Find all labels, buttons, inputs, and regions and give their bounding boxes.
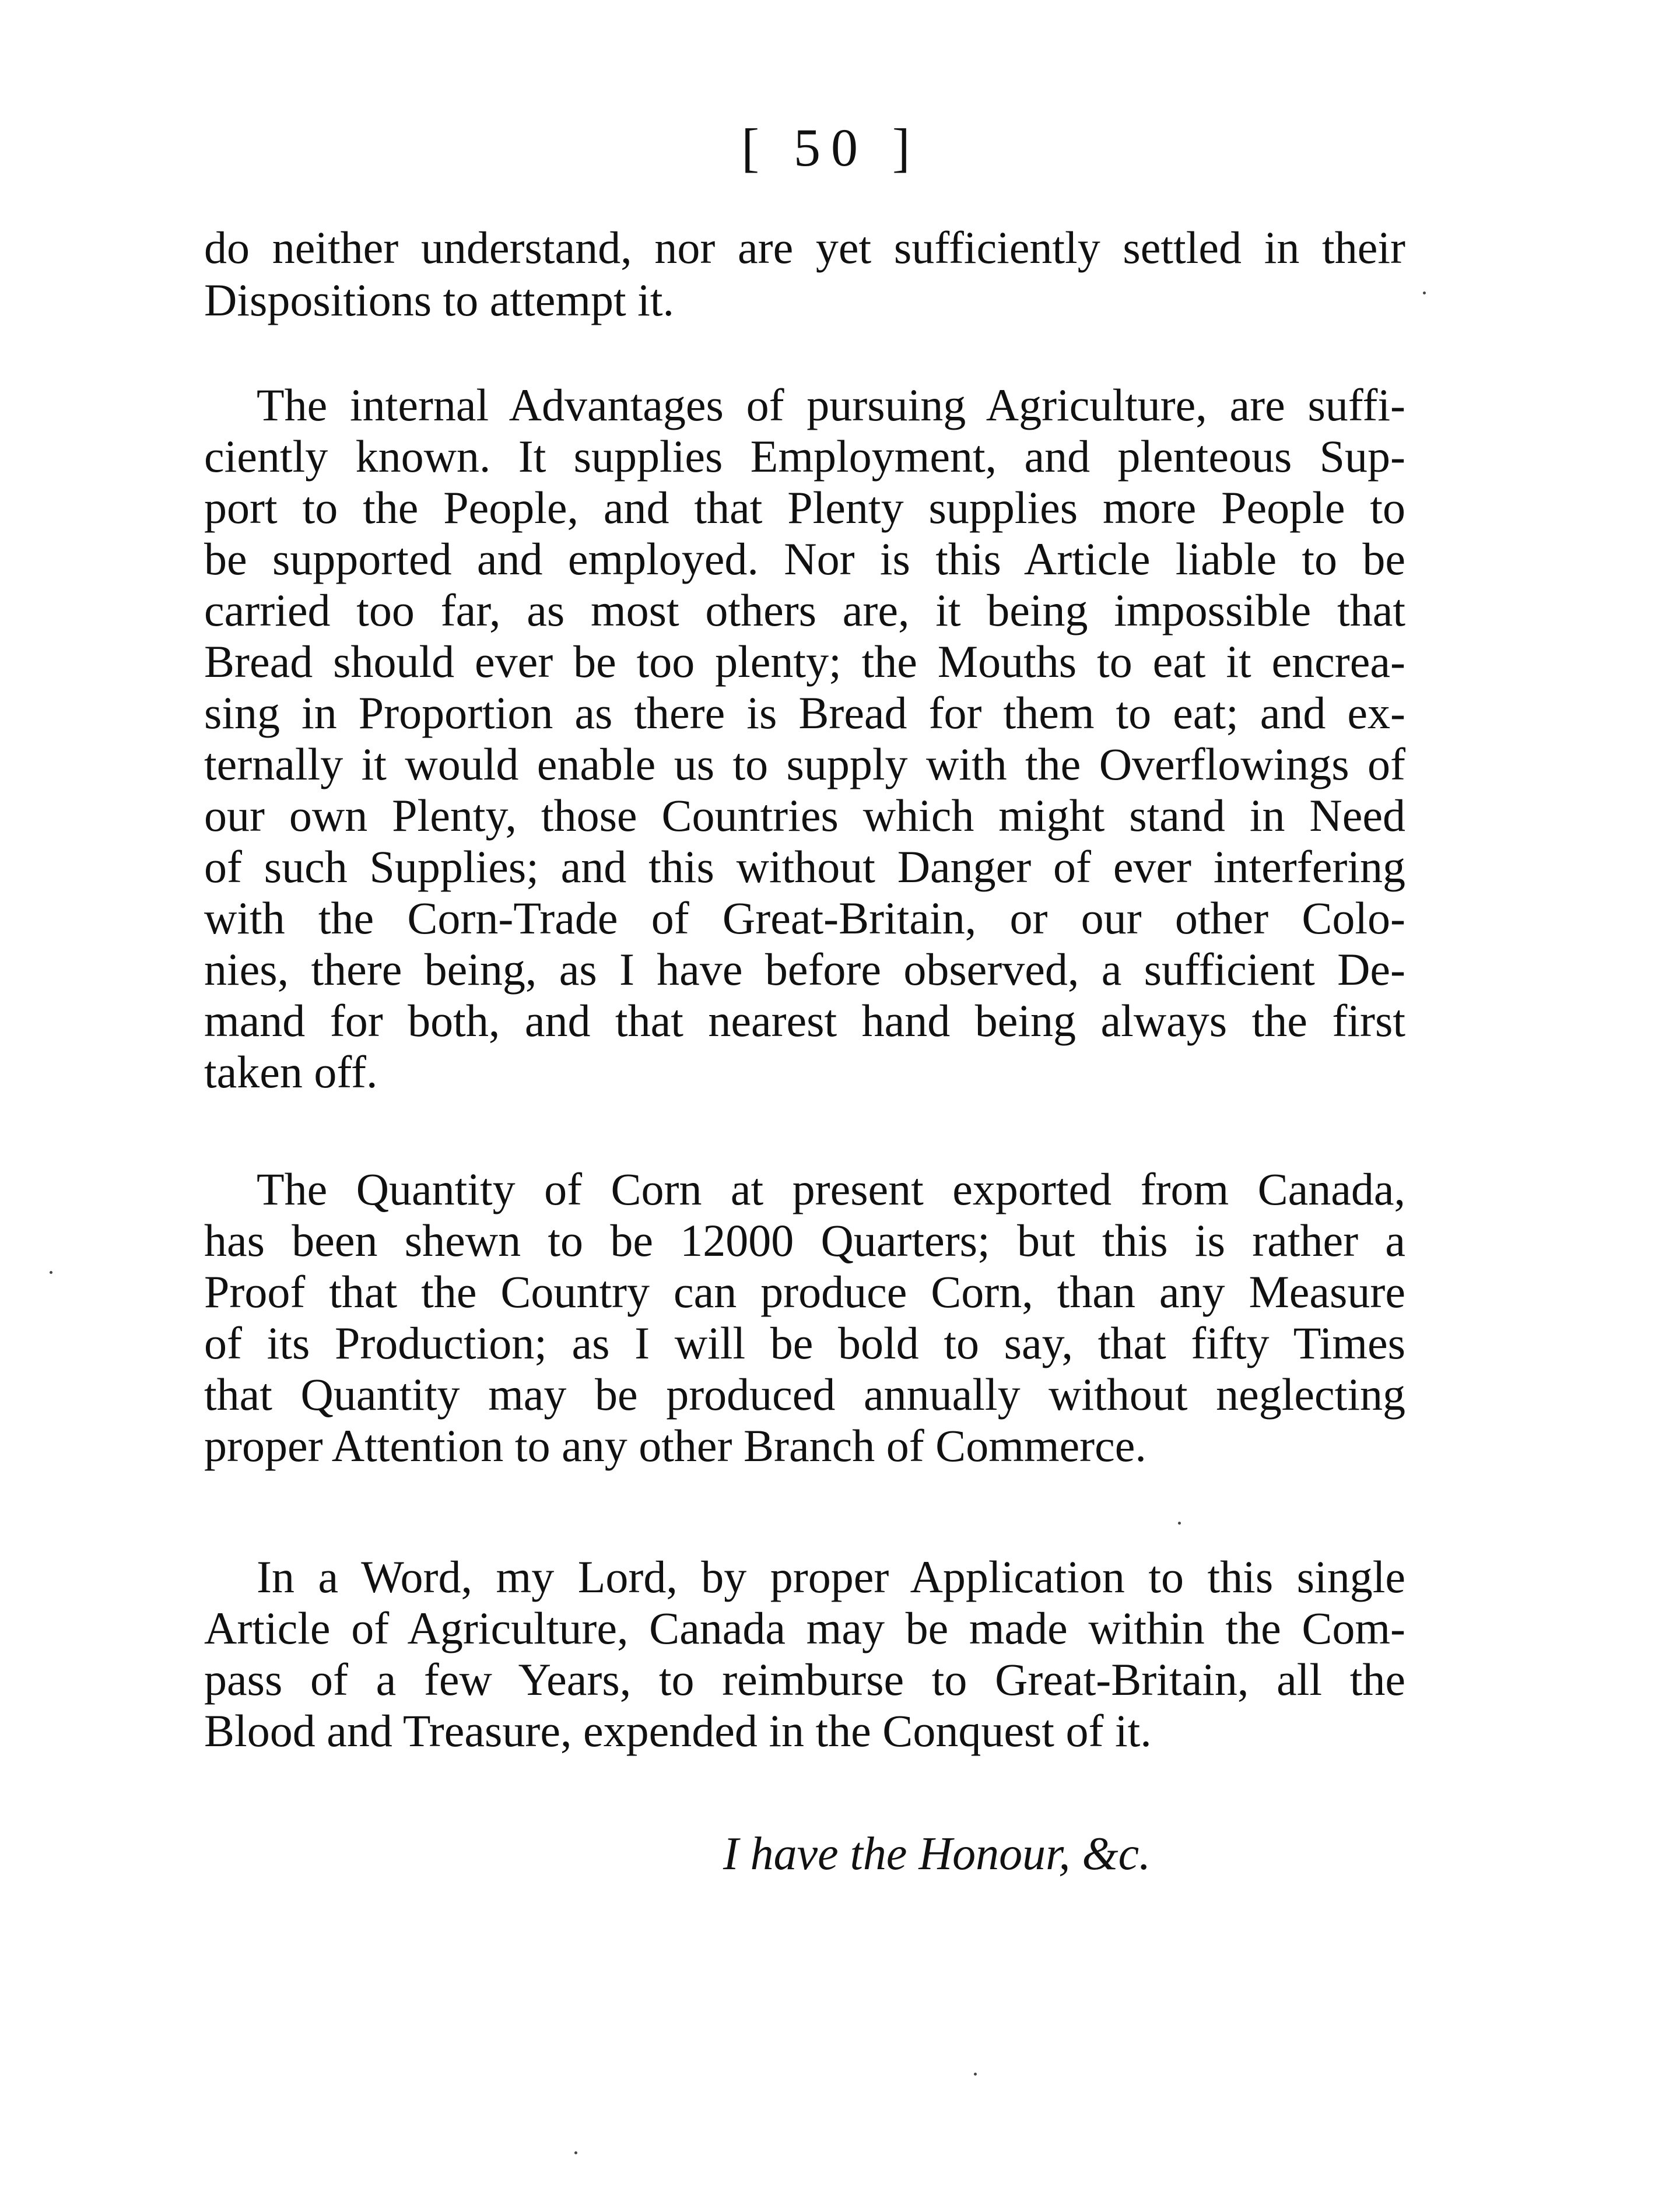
scan-speck	[974, 2073, 977, 2076]
text-line: In a Word, my Lord, by proper Application to this single	[257, 1551, 1405, 1602]
text-line: do neither understand, nor are yet sufficiently settled in their	[204, 222, 1405, 273]
text-line: carried too far, as most others are, it being impossible that	[204, 585, 1405, 635]
text-line: with the Corn-Trade of Great-Britain, or our other Colo-	[204, 893, 1405, 943]
text-line: Blood and Treasure, expended in the Conquest of it.	[204, 1705, 1152, 1756]
text-line: has been shewn to be 12000 Quarters; but this is rather a	[204, 1215, 1405, 1266]
scan-speck	[50, 1271, 52, 1274]
text-line: be supported and employed. Nor is this Article liable to be	[204, 533, 1405, 584]
text-line: The internal Advantages of pursuing Agriculture, are suffi-	[257, 380, 1405, 430]
text-line: of such Supplies; and this without Danger of ever interfering	[204, 841, 1405, 892]
scan-speck	[1423, 292, 1426, 294]
page-number: [ 50 ]	[741, 118, 921, 177]
text-line: nies, there being, as I have before observed, a sufficient De-	[204, 944, 1405, 995]
text-line: ciently known. It supplies Employment, and plenteous Sup-	[204, 431, 1405, 482]
text-line: that Quantity may be produced annually without neglecting	[204, 1369, 1405, 1420]
text-line: of its Production; as I will be bold to say, that fifty Times	[204, 1318, 1405, 1368]
text-line: our own Plenty, those Countries which might stand in Need	[204, 790, 1405, 841]
text-line: port to the People, and that Plenty supplies more People to	[204, 482, 1405, 533]
scan-speck	[574, 2151, 577, 2154]
text-line: taken off.	[204, 1047, 378, 1097]
text-line: mand for both, and that nearest hand being always the first	[204, 995, 1405, 1046]
text-line: Bread should ever be too plenty; the Mouths to eat it encrea-	[204, 636, 1405, 687]
scan-speck	[1178, 1522, 1181, 1525]
text-line: The Quantity of Corn at present exported from Canada,	[257, 1164, 1405, 1214]
signoff: I have the Honour, &c.	[723, 1828, 1151, 1880]
text-line: sing in Proportion as there is Bread for them to eat; and ex-	[204, 687, 1405, 738]
text-line: Article of Agriculture, Canada may be made within the Com-	[204, 1603, 1405, 1653]
text-line: proper Attention to any other Branch of Commerce.	[204, 1420, 1146, 1471]
text-line: Dispositions to attempt it.	[204, 275, 675, 325]
text-line: ternally it would enable us to supply with the Overflowings of	[204, 739, 1405, 789]
text-line: Proof that the Country can produce Corn, than any Measure	[204, 1266, 1405, 1317]
text-line: pass of a few Years, to reimburse to Great-Britain, all the	[204, 1654, 1405, 1705]
